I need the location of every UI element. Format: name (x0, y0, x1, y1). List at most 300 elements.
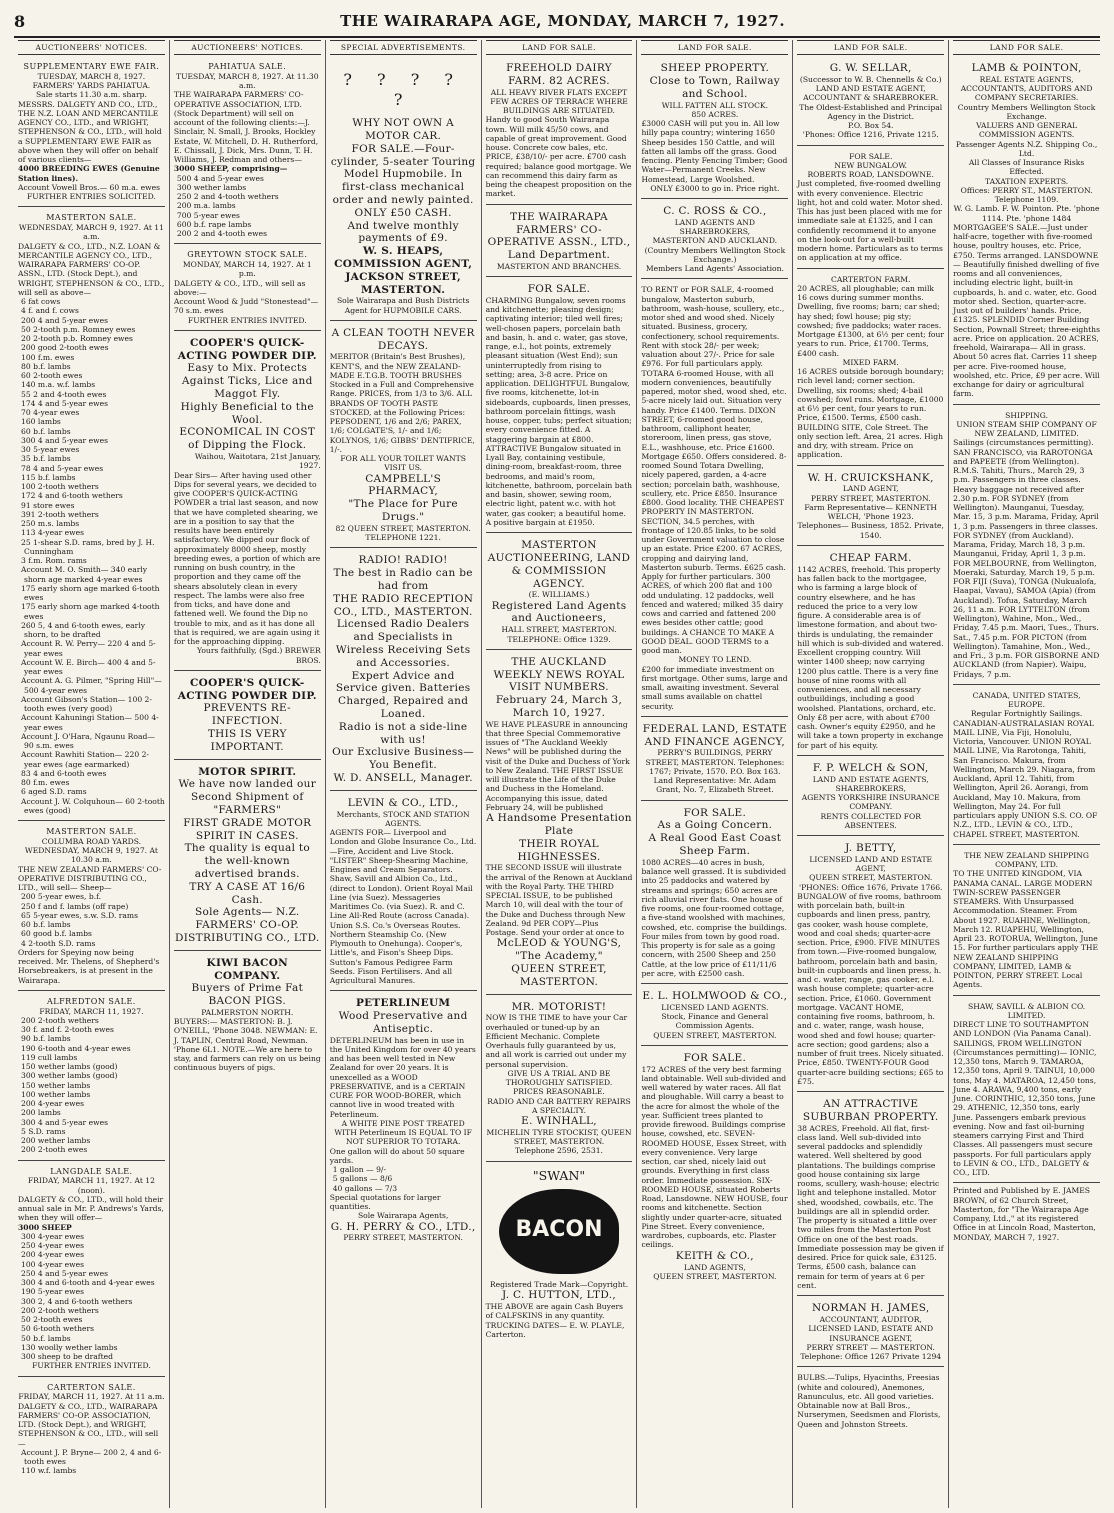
ad-line: Land Representative: Mr. Adam Grant, No. 7, Elizabeth Street. (653, 776, 777, 795)
ad-line: (E. WILLIAMS.) (528, 590, 590, 600)
peterlineum-ad (330, 994, 477, 1247)
ad-title: MASTERTON AUCTIONEERING, LAND & COMMISSION AGENCY. (487, 539, 631, 590)
welch-ad (797, 759, 944, 836)
column-6 (792, 40, 948, 1508)
ad-line: A Real Good East Coast Sheep Farm. (648, 832, 782, 858)
list-item: 391 2-tooth wethers (21, 509, 99, 519)
column-header: LAND FOR SALE. (797, 40, 944, 55)
list-item: 100 2-tooth wethers (21, 482, 99, 492)
ad-title: THE WAIRARAPA FARMERS' CO-OPERATIVE ASSN., LTD., (487, 210, 631, 249)
carterton-farm-ad (797, 272, 944, 466)
ad-line: Country Members Wellington Stock Exchange. (957, 102, 1096, 121)
list-item: 4 2-tooth S.D. rams (21, 938, 96, 948)
list-item: 50 2-tooth ewes (21, 1315, 83, 1325)
ad-title: LANGDALE SALE. (50, 1166, 133, 1176)
ad-line: Our Exclusive Business— You Benefit. (332, 746, 475, 772)
masterton-sale-ad (18, 210, 165, 821)
list-item: 250 f and f. lambs (off rape) (21, 901, 129, 911)
ad-line: All Classes of Insurance Risks Effected. (968, 158, 1085, 177)
ad-line: Buyers of Prime Fat BACON PIGS. (191, 982, 304, 1008)
column-header: LAND FOR SALE. (486, 40, 633, 55)
ad-line: LAND AGENT, (842, 484, 899, 494)
ad-title: FOR SALE. (683, 806, 747, 819)
shaw-savill-ad (953, 999, 1100, 1184)
ad-yards: COLUMBA ROAD YARDS. (41, 836, 142, 846)
list-item: 200 5-year ewes, b.f. (21, 892, 102, 902)
list-item: 91 store ewes (21, 500, 75, 510)
ad-body: CANADIAN-AUSTRALASIAN ROYAL MAIL LINE, Via Fiji, Honolulu, Victoria, Vancouver. UNION ROYAL MAIL LINE, Via Rarotonga, Tahiti, San Francisco. Makura, from Wellington, March 29. Niagara, from Auckland, April 12. Tahiti, from Wellington, April 26. Aorangi, from Auckland, May 10. Makura, from Wellington, May 24. For full particulars apply UNION S.S. CO. OF N.Z., LTD., LEVIN & CO., LTD., CHAPEL STREET, MASTERTON. (953, 718, 1098, 839)
ad-date: WEDNESDAY, MARCH 9, 1927. At 11 a.m. (18, 223, 164, 242)
suburban-property-ad (797, 1095, 944, 1296)
ad-agent: G. H. PERRY & CO., LTD., (330, 1220, 476, 1233)
swan-bacon-ad (486, 1165, 633, 1344)
ad-title: CARTERTON SALE. (47, 1382, 136, 1392)
ad-further: FURTHER ENTRIES SOLICITED. (26, 192, 156, 202)
list-item: 60 b.f. lambs (21, 920, 71, 930)
sellar-ad (797, 59, 944, 146)
ad-title: LEVIN & CO., LTD., (347, 796, 459, 809)
ad-title: "SWAN" (532, 1167, 586, 1183)
imprint: Printed and Published by E. JAMES BROWN, of 62 Church Street, Masterton, for "The Wairarapa Age Company, Ltd.," at its registered Office in at Lincoln Road, Masterton, MONDAY, MARCH 7, 1927. (953, 1186, 1096, 1242)
ad-line: A Handsome Presentation Plate (486, 812, 632, 838)
ad-title: AN ATTRACTIVE SUBURBAN PROPERTY. (802, 1098, 939, 1123)
list-item: 100 wether lambs (21, 1089, 91, 1099)
for-sale-bungalows-ad (486, 280, 633, 533)
list-item: 150 wether lambs (21, 1080, 91, 1090)
list-item: Account J. P. Bryne— 200 2, 4 and 6-tooth ewes (21, 1447, 162, 1467)
ad-title: J. BETTY, (845, 842, 897, 855)
shipping-section (953, 408, 1100, 685)
newspaper-title: THE WAIRARAPA AGE, MONDAY, MARCH 7, 1927. (340, 12, 786, 30)
list-item: Account R. W. Perry— 220 4 and 5-year ewes (21, 639, 156, 658)
ad-address: 82 QUEEN STREET, MASTERTON. TELEPHONE 1221. (335, 523, 471, 543)
ad-line: The best in Radio can be had from (333, 567, 473, 592)
ad-title: CHEAP FARM. (829, 551, 912, 564)
ad-line: LICENSED LAND, ESTATE AND INSURANCE AGENT, (808, 1324, 934, 1343)
list-item: 300 4-year ewes (21, 1231, 85, 1241)
ad-title: LAMB & POINTON, (971, 62, 1082, 75)
ad-title: MASTERTON SALE. (46, 213, 137, 223)
ad-phone: 'PHONES: Office 1676, Private 1766. (798, 882, 943, 892)
ad-line: Members Land Agents' Association. (645, 264, 784, 274)
list-item: 20 2-tooth p.b. Romney ewes (21, 334, 133, 344)
ad-line: Licensed Radio Dealers and Specialists in Wireless Receiving Sets and Accessories. (335, 618, 471, 669)
logo-text: BACON (515, 1216, 603, 1242)
ad-line: Close to Town, Railway and School. (649, 74, 781, 100)
ad-body: BUYERS:— MASTERTON: B. J. O'NEILL, 'Phone 3048. NEWMAN: E. J. TAPLIN, Central Road, Newman. 'Phone 6L1. NOTE.—We are here to stay, and farmers can rely on us being continuous buyers of pigs. (173, 1017, 321, 1073)
ad-line: ACCOUNTANT & SHAREBROKER. (803, 93, 939, 103)
ad-time: Sale starts 11.30 a.m. sharp. (35, 90, 147, 100)
ad-body: 1142 ACRES, freehold. This property has fallen back to the mortgagee, who is farming a large block of country elsewhere, and he has reduced the price to a very low figure. A considerable area is of limestone formation, and about two-thirds is undulating, the remainder hill which is sub-divided and watered. Excellent cropping country. Will winter 1400 sheep; now carrying 1200 plus cattle. There is a very fine house of nine rooms with all conveniences, and all necessary outbuildings, including a good woolshed. Plantations, orchard, etc. Only £8 per acre, with about £700 cash. Owner's equity £2950, and he will take a town property in exchange for part of his equity. (797, 564, 944, 750)
ad-body: £3000 CASH will put you in. All low hilly papa country; wintering 1650 Sheep besides 150 Cattle, and will fatten all lambs off the grass. Good fencing. Plenty Fencing Timber; Good Water—Permanent Creeks. New Homestead, Large Woolshed. (641, 119, 788, 184)
list-item: 250 m.s. lambs (21, 519, 80, 529)
list-item: 60 2-tooth ewes (21, 371, 83, 381)
ad-body: DALGETY & CO., LTD., will sell as above:— (173, 278, 306, 297)
ad-line: FOR ALL YOUR TOILET WANTS VISIT US. (340, 454, 466, 473)
column-header: LAND FOR SALE. (641, 40, 788, 55)
ad-line: Farm Representative— KENNETH WELCH, 'Phone 1923. (804, 502, 938, 522)
ad-line: And twelve monthly payments of £9. (347, 219, 459, 245)
weekly-news-ad (486, 653, 633, 995)
ad-title: FEDERAL LAND, ESTATE AND FINANCE AGENCY, (642, 722, 787, 748)
ad-title: COOPER'S QUICK-ACTING POWDER DIP. (177, 676, 317, 702)
ad-address: Offices: PERRY ST., MASTERTON. Telephone 1109. (960, 185, 1093, 205)
ad-body: 38 ACRES, Freehold. All flat, first-class land. Well sub-divided into several paddocks and splendidly watered. Well sheltered by good plantations. The buildings comprise good house containing six large rooms, scullery, wash-house; electric light and telephone installed. Motor shed, woodshed, cowbails, etc. The buildings are all in splendid order. The property is situated a little over two miles from the Masterton Post Office on one of the best roads. Immediate possession may be given if desired. Price for quick sale, £3125. Terms, £500 cash, balance can remain for term of years at 6 per cent. (797, 1123, 944, 1290)
list-item: 300 4 and 6-tooth and 4-year ewes (21, 1278, 155, 1288)
list-item: 140 m.a. w.f. lambs (21, 380, 96, 390)
ad-body: TO RENT or FOR SALE, 4-roomed bungalow, Masterton suburb, bathroom, wash-house, scullery, etc., motor shed and wood shed. Nicely situated. Business, grocery, confectionery, school requirements. Rent with stock 28/- per week; valuation about 27/-. Price for sale £976. For full particulars apply. TOTARA 6-roomed House, with all modern conveniences, beautifully papered, motor shed, wood shed, etc. 5-acre nicely laid out. Situation very handy. Price £1400. Terms. DIXON STREET, 6-roomed good house, bathroom, calliphont heater, storeroom, linen press, gas stove, E.L., washhouse, etc. Price £1600. Mortgage £650. Offers considered. 8-roomed Sound Totara Dwelling, nicely papered, garden, a 4-acre section; porcelain bath, washhouse, scullery, etc. Price £850. Insurance £800. Good locality. THE CHEAPEST PROPERTY IN MASTERTON. SECTION, 34.5 perches, with frontage of 120.85 links, to be sold under Government valuation to close up an estate. Price £200. 67 ACRES, cropping and dairying land, Masterton suburb. Terms. £625 cash. Apply for further particulars. 300 ACRES, of which 200 flat and 100 odd undulating. 12 paddocks, well fenced and watered; milked 35 dairy cows and carried and fattened 200 ewes besides other cattle; good buildings. A CHANCE TO MAKE A GOOD DEAL. GOOD TERMS to a good man. (641, 285, 787, 656)
ad-title: FOR SALE. (527, 283, 591, 296)
column-5 (636, 40, 792, 1508)
carterton-sale-ad (18, 1380, 165, 1481)
ad-line: THIS IS VERY IMPORTANT. (207, 728, 287, 753)
ad-line: P.O. Box 54. (847, 121, 894, 131)
tooth-ad (330, 324, 477, 549)
ad-agent: KEITH & CO., (675, 1249, 754, 1262)
list-item: Account W. E. Birch— 400 4 and 5-year ewes (21, 657, 156, 677)
list-item: 25 1-shear S.D. rams, bred by J. H. Cunningham (21, 537, 155, 556)
ad-body: BULBS.—Tulips, Hyacinths, Freesias (white and coloured), Anemones, Ranunculus, etc. All good varieties. Obtainable now at Ball Bros., Nurserymen, Seedsmen and Florists, Queen and Johnston Streets. (797, 1373, 941, 1429)
ad-title: FREEHOLD DAIRY FARM. 82 ACRES. (506, 62, 612, 87)
ad-body: DIRECT LINE TO SOUTHAMPTON AND LONDON (Via Panama Canal). SAILINGS, FROM WELLINGTON (Circumstances permitting)— IONIC, 12,350 tons, March 9. TAMAROA, 12,350 tons, April 9. TAINUI, 10,000 tons, May 4. MATAROA, 12,450 tons, June 4. ARAWA, 9,400 tons, early June. CORINTHIC, 12,350 tons, June 29. ATHENIC, 12,350 tons, early June. Passengers embark previous evening. Now and fast oil-burning steamers carrying First and Third Classes. All passengers must secure passports. For full particulars apply to LEVIN & CO., LTD., DALGETY & CO., LTD. (953, 1020, 1097, 1178)
ad-line: Merchants, STOCK AND STATION AGENTS. (336, 809, 470, 828)
holmwood-ad (641, 987, 788, 1046)
ad-line: LAND AGENTS, (683, 1262, 746, 1272)
lamb-pointon-ad (953, 59, 1100, 405)
list-item: Account J. O'Hara, Ngaunu Road— 90 s.m. ewes (21, 731, 155, 751)
ad-date: TUESDAY, MARCH 8, 1927. (37, 71, 146, 81)
levin-ad (330, 794, 477, 992)
ad-line: Radio is not a side-line with us! (338, 720, 468, 746)
column-4 (481, 40, 637, 1508)
ross-ad (641, 202, 788, 279)
motor-spirit-ad (174, 763, 321, 951)
list-item: 30 f. and f. 2-tooth ewes (21, 1025, 114, 1035)
ad-line: ECONOMICAL IN COST of Dipping the Flock. (179, 426, 316, 452)
ad-title: CANADA, UNITED STATES, EUROPE. (972, 690, 1081, 710)
ad-address: PERRY STREET — MASTERTON. (806, 1342, 935, 1352)
ad-decoration: ? ? ? ? ? (343, 70, 463, 109)
ad-title: SHEEP PROPERTY. (660, 62, 770, 75)
ad-line: ONLY £3000 to go in. Price right. (650, 183, 780, 193)
list-item: 300 4 and 5-year ewes (21, 1117, 108, 1127)
ad-agent: McLEOD & YOUNG'S, (496, 937, 622, 950)
list-item: 150 wether lambs (good) (21, 1062, 118, 1072)
ad-body: THE ABOVE are again Cash Buyers of CALFSKINS in any quantity. TRUCKING DATES— E. W. PLAYLE, Carterton. (485, 1302, 625, 1339)
list-item: 119 cull lambs (21, 1052, 78, 1062)
ad-address: PERRY STREET, MASTERTON. (343, 1233, 463, 1243)
list-item: 175 early shorn age marked 6-tooth ewes (21, 583, 160, 603)
ad-title: A CLEAN TOOTH NEVER DECAYS. (331, 326, 475, 352)
ad-account: Account Vowell Bros.— 60 m.a. ewes (18, 182, 160, 192)
ad-line: February 24, March 3, March 10, 1927. (495, 694, 623, 719)
ad-line: Regular Fortnightly Sailings. (970, 709, 1083, 719)
federal-land-ad (641, 720, 788, 801)
ad-date: FRIDAY, MARCH 11, 1927. At 11 a.m. (18, 1392, 165, 1402)
ad-date: MONDAY, MARCH 14, 1927. At 1 p.m. (182, 260, 312, 279)
list-item: 175 early shorn age marked 4-tooth ewes (21, 602, 160, 621)
ad-line: LAND AGENTS AND SHAREBROKERS, (674, 217, 756, 237)
ad-line: (Country Members Wellington Stock Exchange.) (644, 245, 786, 264)
ad-agent: CAMPBELL'S PHARMACY, (365, 472, 442, 498)
ad-line: Stock, Finance and General Commission Agents. (661, 1012, 769, 1031)
ad-line: Highly Beneficial to the Wool. (180, 400, 314, 426)
list-item: 113 4-year ewes (21, 528, 85, 538)
list-item: 4 f. and f. cows (21, 306, 79, 316)
ad-body: DALGETY & CO., LTD., will hold their annual sale in Mr. P. Andrews's Yards, when they will offer— (18, 1194, 164, 1223)
ad-line: Easy to Mix. Protects Against Ticks, Lice and Maggot Fly. (181, 362, 313, 401)
ad-line: TAXATION EXPERTS. (984, 176, 1069, 186)
ad-line: The quality is equal to the well-known advertised brands. (184, 842, 311, 880)
columba-sale-ad (18, 824, 165, 991)
list-item: 200 4 and 5-year ewes (21, 315, 108, 325)
list-item: 200 2 and 4-tooth ewes (176, 229, 268, 239)
ad-title: FOR SALE. (849, 151, 893, 161)
list-item: 50 2-tooth p.m. Romney ewes (21, 324, 136, 334)
list-item: 200 2-tooth ewes (21, 1145, 88, 1155)
ad-title: GREYTOWN STOCK SALE. (187, 250, 308, 260)
section-title: SHIPPING. (1005, 410, 1049, 420)
ad-line: THEIR ROYAL HIGHNESSES. (517, 837, 601, 863)
ad-title: UNION STEAM SHIP COMPANY OF NEW ZEALAND, LIMITED. (956, 419, 1097, 439)
ad-line: NEW BUNGALOW. (834, 160, 908, 170)
list-item: 6 aged S.D. rams (21, 787, 87, 797)
ad-body: DALGETY & CO., LTD., N.Z. LOAN & MERCANTILE AGENCY CO., LTD., WAIRARAPA FARMERS' CO-OP. ASSN., LTD. (Stock Dept.), and WRIGHT, STEPHENSON & CO., LTD., will sell as above— (18, 241, 165, 297)
list-item: 300 2, 4 and 6-tooth wethers (21, 1296, 133, 1306)
ad-title: FOR SALE. (683, 1051, 747, 1064)
ad-title: MASTERTON SALE. (46, 827, 137, 837)
ad-yards: FARMERS' YARDS PAHIATUA. (32, 81, 151, 91)
page-columns (14, 40, 1104, 1508)
list-item: 78 4 and 5-year ewes (21, 463, 104, 473)
list-item: Account Gibson's Station— 100 2-tooth ewes (very good) (21, 694, 152, 714)
list-item: 110 w.f. lambs (21, 1466, 77, 1476)
ad-line: VALUERS AND GENERAL COMMISSION AGENTS. (976, 121, 1078, 140)
ad-further: FURTHER ENTRIES INVITED. (187, 315, 307, 325)
column-header: AUCTIONEERS' NOTICES. (18, 40, 165, 55)
ad-line: GIVE US A TRIAL AND BE THOROUGHLY SATISFIED. (505, 1068, 613, 1088)
ad-phone: Telephone 2596, 2531. (515, 1146, 603, 1156)
list-item: Account J. W. Colquhoun— 60 2-tooth ewes (good) (21, 796, 165, 815)
ad-line: MASTERTON AND AUCKLAND. (652, 236, 778, 246)
ad-lot: 3000 SHEEP (18, 1222, 72, 1232)
column-2 (169, 40, 325, 1508)
canada-ad (953, 688, 1100, 845)
keith-ad (641, 1049, 788, 1286)
list-item: 130 woolly wether lambs (21, 1342, 118, 1352)
ad-title: KIWI BACON COMPANY. (206, 956, 289, 982)
list-item: 60 b.f. lambs (21, 426, 71, 436)
pahiatua-sale-ad (174, 59, 321, 244)
ad-line: ROBERTS ROAD, LANSDOWNE. (807, 170, 934, 180)
ad-body: MERITOR (Britain's Best Brushes), KENT'S, and the NEW ZEALAND-MADE E.T.G.B. TOOTH BRUSHES Stocked in a Full and Comprehensive Range. PRICES, from 1/3 to 3/6. ALL BRANDS OF TOOTH PASTE STOCKED, at the Following Prices: PEPSODENT, 1/6 and 2/6; PAREX, 1/6; COLGATE'S, 1/- and 1/6; KOLYNOS, 1/6; GIBBS' DENTIFRICE, 1/-. (329, 352, 475, 454)
ad-further: FURTHER ENTRIES INVITED. (32, 1361, 151, 1371)
ad-line: AGENTS YORKSHIRE INSURANCE COMPANY. (801, 793, 940, 812)
ad-line: LICENSED LAND AGENTS. (661, 1002, 769, 1012)
list-item: 300 4 and 5-year ewes (21, 435, 108, 445)
ad-title: NORMAN H. JAMES, (811, 1302, 930, 1315)
motorist-ad (486, 998, 633, 1162)
list-item: 55 2 and 4-tooth ewes (21, 389, 107, 399)
list-item: 300 wether lambs (176, 182, 247, 192)
ad-title: E. L. HOLMWOOD & CO., (642, 990, 788, 1003)
coopers-dip-ad (174, 334, 321, 671)
going-concern-ad (641, 804, 788, 984)
ewe-fair-ad (18, 59, 165, 207)
letter-body: Dear Sirs— After having used other Dips for several years, we decided to give COOPER'S QUICK-ACTING POWDER a trial last season, and now that we have completed shearing, we are in a position to say that the results have been entirely satisfactory. We dipped our flock of approximately 8000 sheep, mostly breeding ewes, a portion of which are running on bush country, in the proportion and they came off the shears absolutely clean in every respect. The lambs were also free from ticks, and have done and fattened well. We found the Dip no trouble to mix, and as it has done all that is required, we are again using it for the approaching dipping. (173, 470, 321, 647)
list-item: Account A. G. Pilmer, "Spring Hill"— 500 4-year ewes (21, 676, 162, 695)
list-item: 190 6-tooth and 4-year ewes (21, 1043, 131, 1053)
list-item: 250 2 and 4-tooth wethers (176, 192, 279, 202)
ad-line: ACCOUNTANT, AUDITOR, (819, 1315, 922, 1325)
list-item: 160 lambs (21, 417, 61, 427)
ad-body: Handy to good South Wairarapa town. Will milk 45/50 cows, and capable of great improvement. Good house. Concrete cow bales, etc. PRICE, £38/10/- per acre. £700 cash required; balance good mortgage. We can recommend this dairy farm as being the cheapest proposition on the market. (485, 115, 632, 199)
list-item: 200 2-tooth wethers (21, 1305, 99, 1315)
ad-line: RADIO AND CAR BATTERY REPAIRS A SPECIALTY. (487, 1096, 631, 1115)
ad-line: MIXED FARM. (842, 357, 899, 367)
ad-line: Sole Wairarapa Agents, (357, 1211, 449, 1221)
ad-date: WEDNESDAY, MARCH 9, 1927. At 10.30 a.m. (24, 846, 158, 865)
kiwi-bacon-ad (174, 954, 321, 1078)
list-item: 5 S.D. rams (21, 1126, 66, 1136)
ad-body: MORTGAGEE'S SALE.—Just under half-acre, together with five-roomed house, poultry houses, etc. Price, £750. Terms arranged. LANSDOWNE— Beautifully finished dwelling of five rooms and all conveniences, including electric light, built-in cupboards, h. and c. water, etc. Good motor shed. Section, quarter-acre. Just out of builders' hands. Price, £1325. SPLENDID Corner Building Section, Pownall Street; three-eighths acre. Price on application. 20 ACRES, freehold, Wairarapa— All in grass. About 50 acres flat. Carries 11 sheep per acre. Five-roomed house, woolshed, etc. Price, £9 per acre. Will exchange for dairy or agricultural farm. (953, 222, 1100, 399)
ad-line: PALMERSTON NORTH. (201, 1007, 294, 1017)
greytown-sale-ad (174, 247, 321, 331)
ad-body: DETERLINEUM has been in use in the United Kingdom for over 40 years and has been well tested in New Zealand for over 20 years. It is unexcelled as a WOOD PRESERVATIVE, and is a CERTAIN CURE FOR WOOD-BORER, which cannot live in wood treated with Peterlineum. (329, 1035, 476, 1119)
list-item: Account Kahuningi Station— 500 4-year ewes (21, 713, 159, 732)
ad-address: QUEEN STREET, MASTERTON. (511, 963, 607, 988)
ad-line: 850 ACRES. (691, 109, 739, 119)
ad-line: RENTS COLLECTED FOR ABSENTEES. (820, 811, 921, 830)
ad-date: TUESDAY, MARCH 8, 1927. At 11.30 a.m. (176, 71, 319, 91)
ad-body: Sailings (circumstances permitting). SAN FRANCISCO, via RAROTONGA and PAPEETE (from Wellington). R.M.S. Tahiti, Thurs., March 29, 3 p.m. Passengers in three classes. Heavy baggage not received after 2.30 p.m. FOR SYDNEY (from Wellington). Maunganui, Tuesday, Mar. 15, 3 p.m. Marama, Friday, April 1, 3 p.m. Passengers in three classes. FOR SYDNEY (from Auckland). Marama, Friday, March 18, 3 p.m. Maunganui, Friday, April 1, 3 p.m. FOR MELBOURNE, from Wellington, Moeraki, Saturday, March 19, 5 p.m. FOR FIJI (Suva), TONGA (Nukualofa, Haapai, Vavau), SAMOA (Apia) (from Auckland). Tofua, Saturday, March 26, 11 a.m. FOR LYTTELTON (from Wellington), Wahine, Mon., Wed., Friday, 7.45 p.m. Maori, Tues., Thurs. Sat., 7.45 p.m. FOR PICTON (from Wellington). Tamahine, Mon., Wed., and Fri., 3 p.m. FOR GISBORNE AND AUCKLAND (from Napier). Waipu, Fridays, 7 p.m. (953, 438, 1100, 679)
ad-line: The Oldest-Established and Principal Agency in the District. (799, 102, 943, 121)
ad-address: MICHELIN TYRE STOCKIST, QUEEN STREET, MASTERTON. (486, 1127, 632, 1147)
ad-account: Account Wood & Judd "Stonestead"— 70 s.m. ewes (173, 297, 319, 316)
column-header: SPECIAL ADVERTISEMENTS. (330, 40, 477, 55)
ad-body: WE HAVE PLEASURE in announcing that three Special Commemorative issues of "The Auckland Weekly News" will be published during the visit of the Duke and Duchess of York to New Zealand. THE FIRST ISSUE will illustrate the Life of the Duke and Duchess in the Homeland. Accompanying this issue, dated February 24, will be published (485, 719, 630, 812)
ad-address: QUEEN STREET, MASTERTON. (653, 1271, 777, 1281)
list-item: 174 4 and 5-year ewes (21, 398, 108, 408)
ad-address: PERRY STREET, MASTERTON. (810, 493, 931, 503)
betty-ad (797, 839, 944, 1092)
letter-signature: Yours faithfully, (Sgd.) BREWER BROS. (197, 646, 321, 665)
ad-signature: W. D. ANSELL, Manager. (333, 771, 473, 784)
ad-line: LAND AND ESTATE AGENTS, SHAREBROKERS, (812, 774, 929, 793)
ad-note: Orders for Speying now being received. Mr. Thelens, of Shepherd's Horsebreakers, is at present in the Wairarapa. (18, 947, 160, 985)
ad-body: NOW IS THE TIME to have your Car overhauled or tuned-up by an Efficient Mechanic. Complete Overhauls fully guaranteed by us, and all work is carried out under my personal supervision. (485, 1013, 628, 1069)
ad-line: LAND AND ESTATE AGENT, (815, 84, 926, 94)
james-ad (797, 1299, 944, 1367)
ad-title: RADIO! RADIO! (358, 554, 448, 567)
ad-lot: 3000 SHEEP, comprising— (173, 164, 288, 174)
auctioneering-ad (486, 536, 633, 650)
ad-line: MASTERTON AND BRANCHES. (496, 261, 622, 271)
list-item: 115 b.f. lambs (21, 472, 76, 482)
page-number: 8 (14, 11, 26, 31)
ad-line: THE RADIO RECEPTION CO., LTD., MASTERTON. (333, 592, 474, 618)
list-item: 70 4-year ewes (21, 408, 80, 418)
ad-body: 20 ACRES, all ploughable; can milk 16 cows during summer months. Dwelling, five rooms; barn; car shed; hay shed; fowl house; pig sty; cowshed; five paddocks; water races. Mortgage £1300, at 6½ per cent; four years to run. Price, £1700. Terms, £400 cash. (797, 283, 945, 358)
ad-body: THE NEW ZEALAND FARMERS' CO-OPERATIVE DISTRIBUTING CO., LTD., will sell— Sheep— (18, 864, 162, 893)
ad-agent: W. S. HEAPS, COMMISSION AGENT, JACKSON STREET, MASTERTON. (334, 245, 473, 296)
ad-body: £200 for immediate investment on first mortgage. Other sums, large and small, awaiting investment. Several small sums available on chattel security. (641, 664, 788, 711)
list-item: 90 b.f. lambs (21, 1034, 71, 1044)
ad-agent: E. WINHALL, (521, 1115, 597, 1128)
ad-body: 16 ACRES outside borough boundary; rich level land; corner section. Dwelling, six rooms; shed; 4-bail cowshed; fowl runs. Mortgage, £1000 at 6½ per cent, four years to run. Price, £1500. Terms, £500 cash. BUILDING SITE, Cole Street. The only section left. Area, 21 acres. High and dry, with stream. Price on application. (797, 367, 944, 460)
ad-line: Land Department. (507, 249, 611, 262)
farmers-coop-ad (486, 208, 633, 277)
ad-line: FOR SALE.—Four-cylinder, 5-seater Touring Model Hupmobile. In first-class mechanical order and newly painted. (330, 142, 476, 206)
ad-line: "The Place for Pure Drugs." (348, 498, 458, 524)
to-rent-ad (641, 282, 788, 717)
lot-list (18, 297, 165, 815)
ad-note: Special quotations for larger quantities. (329, 1192, 441, 1212)
list-item: 5 gallons — 8/6 (332, 1174, 393, 1184)
coopers-dip-ad-2 (174, 674, 321, 760)
ad-body: TO THE UNITED KINGDOM, VIA PANAMA CANAL. LARGE MODERN TWIN-SCREW PASSENGER STEAMERS. With Unsurpassed Accommodation. Steamer. From About 1927. RUAHINE, Wellington, March 12. RUAPEHU, Wellington, April 23. ROTORUA, Wellington, June 15. For further particulars apply THE NEW ZEALAND SHIPPING COMPANY, LIMITED, LAMB & POINTON, PERRY STREET. Local Agents. (953, 869, 1099, 990)
ad-date: FRIDAY, MARCH 11, 1927. (39, 1006, 144, 1016)
ad-title: ALFREDTON SALE. (47, 996, 136, 1006)
list-item: 260 5, 4 and 6-tooth ewes, early shorn, to be drafted (21, 620, 146, 640)
bulbs-ad (797, 1370, 944, 1434)
ad-body: 172 ACRES of the very best farming land obtainable. Well sub-divided and well watered by water races. All flat and ploughable. Will carry a beast to the acre for almost the whole of the year. Sufficient trees planted to provide firewood. Buildings comprise house, cowshed, etc. SEVEN-ROOMED HOUSE, Essex Street, with every convenience. Very large section, car shed, nicely laid out grounds. Everything in first class order. Immediate possession. SIX-ROOMED HOUSE, situated Roberts Road, Lansdowne. NEW HOUSE, four rooms and kitchenette. Section slightly under quarter-acre, situated Pine Street. Every convenience, wardrobes, cupboards, etc. Plaster ceilings. (641, 1064, 788, 1250)
ad-line: Sole Agents— N.Z. FARMERS' CO-OP. DISTRIBUTING CO., LTD. (174, 906, 320, 944)
ad-lot: 4000 BREEDING EWES (Genuine Station lines). (18, 164, 160, 183)
ad-line: PRICES REASONABLE. (513, 1087, 605, 1097)
ad-phone: W. G. Lamb. F. W. Pointon. Pte. 'phone 1114. Pte. 'phone 1484 (953, 204, 1100, 223)
ad-phone: 'Phones: Office 1216, Private 1215. (802, 130, 939, 140)
column-7 (948, 40, 1104, 1508)
ad-line: One gallon will do about 50 square yards. (329, 1146, 465, 1165)
ad-line: Wood Preservative and Antiseptic. (338, 1010, 468, 1035)
ad-body: CHARMING Bungalow, seven rooms and kitchenette; pleasing design; captivating interior; tiled well fires; well-chosen papers, porcelain bath and basin, h. and c. water, gas stove, range, e.l., hot points, extremely pleasant situation (West End); sun uninterruptedly from rising to setting; area, 3-8 acre. Price on application. DELIGHTFUL Bungalow, five rooms, kitchenette, lot-in sideboards, cupboards, linen presses, bathroom porcelain fittings, wash house, copper, tubs; perfect situation; every convenience fitted. A staggering bargain at £800. ATTRACTIVE Bungalow situated in Lyall Bay, containing vestibule, dining-room, breakfast-room, three bedrooms, and maid's room, kitchenette, bathroom, porcelain bath and basin, shower, sewing room, electric light, patent w.c. with hot water, gas cooker; a beautiful home. A positive bargain at £1950. (485, 295, 633, 527)
ad-title: PAHIATUA SALE. (208, 62, 287, 72)
list-item: 100 f.m. ewes (21, 352, 75, 362)
alfredton-sale-ad (18, 994, 165, 1161)
ad-line: ONLY £50 CASH. (354, 206, 452, 219)
column-header: AUCTIONEERS' NOTICES. (174, 40, 321, 55)
ad-address: PERRY'S BUILDINGS, PERRY STREET, MASTERTON. Telephones: 1767; Private, 1570. P.O. Box 163. (645, 748, 785, 776)
list-item: Account Rawhiti Station— 220 2-year ewes (age earmarked) (21, 750, 149, 769)
list-item: 80 f.m. ewes (21, 778, 70, 788)
list-item: 172 4 and 6-tooth wethers (21, 491, 123, 501)
list-item: 700 5-year ewes (176, 210, 240, 220)
ad-line: ALL HEAVY RIVER FLATS EXCEPT FEW ACRES OF TERRACE WHERE BUILDINGS ARE SITUATED. (490, 87, 628, 116)
list-item: 200 good 2-tooth ewes (21, 343, 109, 353)
ad-title: WHY NOT OWN A MOTOR CAR. (352, 117, 455, 142)
ad-phone: Telephone: Office 1267 Private 1294 (800, 1352, 942, 1362)
list-item: 200 lambs (21, 1108, 61, 1118)
ad-line: Expert Advice and Service given. Batteries Charged, Repaired and Loaned. (335, 669, 471, 720)
list-item: 100 4-year ewes (21, 1259, 85, 1269)
ad-title: C. C. ROSS & CO., (663, 205, 767, 218)
list-item: 300 sheep to be drafted (21, 1352, 114, 1362)
ad-title: CARTERTON FARM. (831, 274, 911, 284)
list-item: 50 6-tooth wethers (21, 1324, 94, 1334)
column-header: LAND FOR SALE. (953, 40, 1100, 55)
ad-line: "The Academy," (515, 950, 603, 963)
ad-title: W. H. CRUICKSHANK, (807, 471, 934, 484)
ad-title: G. W. SELLAR, (829, 62, 912, 75)
ad-title: COOPER'S QUICK-ACTING POWDER DIP. (177, 336, 317, 362)
ad-body: 1080 ACRES—40 acres in bush, balance well grassed. It is subdivided into 25 paddocks and watered by streams and springs; 650 acres are rich alluvial river flats. One house of five rooms, one four-roomed cottage, a five-stand woolshed with machines, cowshed, etc. comprise the buildings. Four miles from town by good road. This property is for sale as a going concern, with 2500 Sheep and 250 Cattle, at the low price of £11/11/6 per acre, with £2500 cash. (641, 857, 787, 978)
ad-line: Passenger Agents N.Z. Shipping Co., Ltd. (955, 139, 1098, 158)
list-item: 3 f.m. Rom. rams (21, 556, 87, 566)
ad-address: HALL STREET, MASTERTON. TELEPHONE: Office 1329. (501, 625, 617, 644)
ad-line: Registered Land Agents and Auctioneers, (491, 599, 627, 625)
ad-title: MOTOR SPIRIT. (198, 765, 297, 778)
